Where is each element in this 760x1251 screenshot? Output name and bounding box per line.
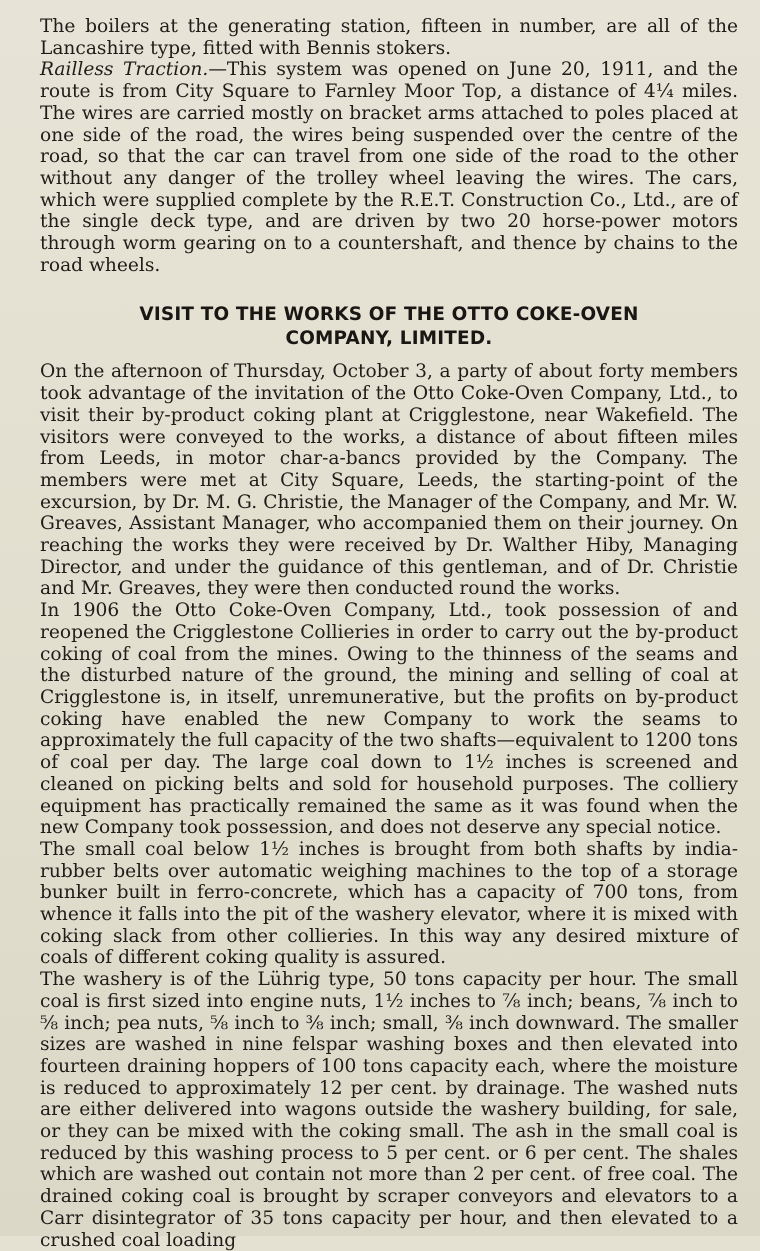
paragraph-washery (40, 969, 738, 1251)
paragraph-boilers (40, 16, 738, 59)
paragraph-railless-traction (40, 59, 738, 276)
paragraph-boilers-text: The boilers at the generating station, fifteen in number, are all of the Lancashire type, fitted with Bennis stokers. (40, 16, 738, 59)
section-heading-line-2: COMPANY, LIMITED. (285, 328, 493, 350)
paragraph-1906-text: In 1906 the Otto Coke-Oven Company, Ltd., took possession of and reopened the Crigglestone Collieries in order to carry out the by-product coking of coal from the mines. Owing to the thinness of the seams and the disturbed nature of the ground, the mining and selling of coal at Crigglestone is, in itself, unremunerative, but the profits on by-product coking have enabled the new Company to work the seams to approximately the full capacity of the two shafts—equivalent to 1200 tons of coal per day. The large coal down to 1½ inches is screened and cleaned on picking belts and sold for household purposes. The colliery equipment has practically remained the same as it was found when the new Company took possession, and does not deserve any special notice. (40, 600, 738, 839)
paragraph-1906 (40, 600, 738, 839)
paragraph-visit-text: On the afternoon of Thursday, October 3, a party of about forty members took advantage of the invitation of the Otto Coke-Oven Company, Ltd., to visit their by-product coking plant at Crigglestone, near Wakefield. The visitors were conveyed to the works, a distance of about fifteen miles from Leeds, in motor char-a-bancs provided by the Company. The members were met at City Square, Leeds, the starting-point of the excursion, by Dr. M. G. Christie, the Manager of the Company, and Mr. W. Greaves, Assistant Manager, who accompanied them on their journey. On reaching the works they were received by Dr. Walther Hiby, Managing Director, and under the guidance of this gentleman, and of Dr. Christie and Mr. Greaves, they were then conducted round the works. (40, 361, 738, 600)
section-heading-line-1: VISIT TO THE WORKS OF THE OTTO COKE-OVEN (139, 304, 639, 326)
paragraph-visit (40, 361, 738, 600)
section-heading (40, 303, 738, 351)
paragraph-small-coal (40, 839, 738, 969)
railless-traction-title: Railless Traction. (40, 59, 209, 81)
paragraph-small-coal-text: The small coal below 1½ inches is brought from both shafts by india-rubber belts over automatic weighing machines to the top of a storage bunker built in ferro-concrete, which has a capacity of 700 tons, from whence it falls into the pit of the washery elevator, where it is mixed with coking slack from other collieries. In this way any desired mixture of coals of different coking quality is assured. (40, 838, 738, 969)
railless-traction-dash: — (208, 59, 227, 81)
paragraph-washery-text: The washery is of the Lührig type, 50 tons capacity per hour. The small coal is first sized into engine nuts, 1½ inches to ⅞ inch; beans, ⅞ inch to ⅝ inch; pea nuts, ⅝ inch to ⅜ inch; small, ⅜ inch downward. The smaller sizes are washed in nine felspar washing boxes and then elevated into fourteen draining hoppers of 100 tons capacity each, where the moisture is reduced to approximately 12 per cent. by drainage. The washed nuts are either delivered into wagons outside the washery building, for sale, or they can be mixed with the coking small. The ash in the small coal is reduced by this washing process to 5 per cent. or 6 per cent. The shales which are washed out contain not more than 2 per cent. of free coal. The drained coking coal is brought by scraper conveyors and elevators to a Carr disintegrator of 35 tons capacity per hour, and then elevated to a crushed coal loading (40, 969, 738, 1251)
railless-traction-body: This system was opened on June 20, 1911, and the route is from City Square to Farnley Moor Top, a distance of 4¼ miles. The wires are carried mostly on bracket arms attached to poles placed at one side of the road, the wires being suspended over the centre of the road, so that the car can travel from one side of the road to the other without any danger of the trolley wheel leaving the wires. The cars, which were supplied complete by the R.E.T. Construction Co., Ltd., are of the single deck type, and are driven by two 20 horse-power motors through worm gearing on to a countershaft, and thence by chains to the road wheels. (40, 59, 738, 276)
